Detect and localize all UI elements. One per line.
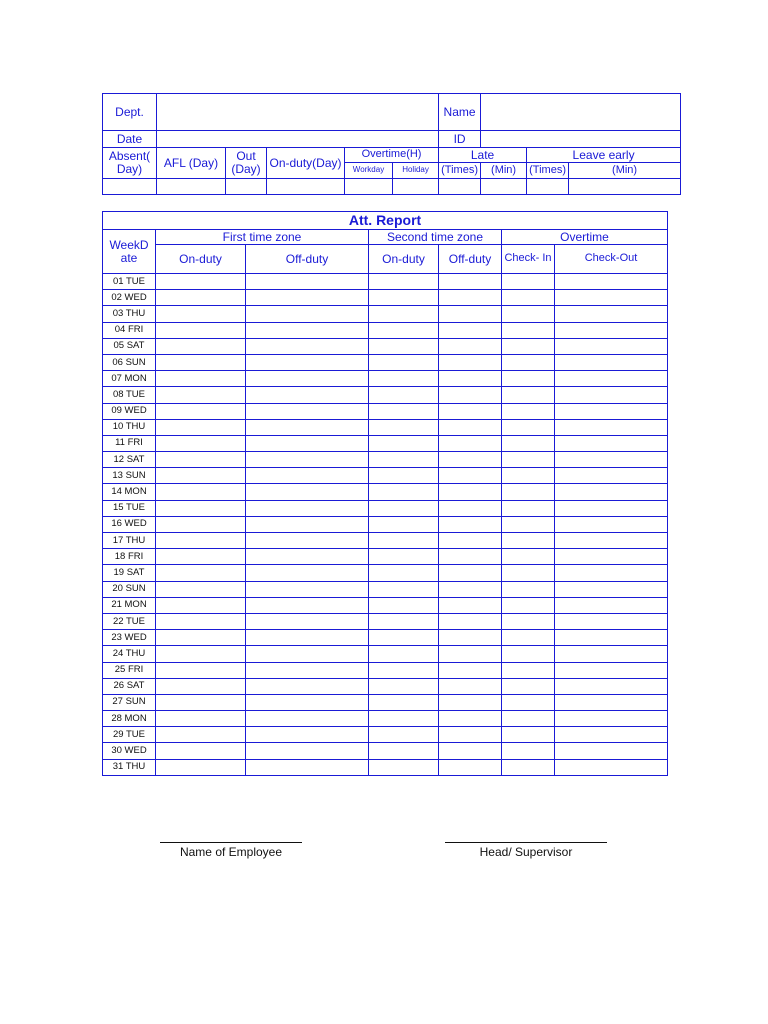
day-row — [103, 290, 668, 306]
day-row — [103, 727, 668, 743]
day-row — [103, 387, 668, 403]
second-onduty-cell[interactable] — [369, 759, 439, 775]
first-onduty-cell[interactable] — [156, 387, 246, 403]
day-row — [103, 500, 668, 516]
first-offduty-cell[interactable] — [246, 435, 369, 451]
check-in-cell[interactable] — [502, 290, 555, 306]
day-label: 17 THU — [103, 533, 156, 549]
workday-field[interactable] — [345, 179, 393, 195]
first-offduty-cell[interactable] — [246, 533, 369, 549]
second-offduty-cell[interactable] — [439, 500, 502, 516]
first-onduty-cell[interactable] — [156, 613, 246, 629]
overtime-header: Overtime — [502, 230, 668, 245]
day-label: 07 MON — [103, 371, 156, 387]
second-offduty-cell[interactable] — [439, 290, 502, 306]
first-offduty-cell[interactable] — [246, 581, 369, 597]
check-in-cell[interactable] — [502, 354, 555, 370]
employee-signature-line[interactable] — [160, 842, 302, 843]
day-label: 14 MON — [103, 484, 156, 500]
day-label: 13 SUN — [103, 468, 156, 484]
check-in-cell[interactable] — [502, 597, 555, 613]
day-label: 01 TUE — [103, 274, 156, 290]
first-offduty-cell[interactable] — [246, 322, 369, 338]
first-onduty-cell[interactable] — [156, 500, 246, 516]
id-label: ID — [439, 131, 481, 148]
check-in-cell[interactable] — [502, 419, 555, 435]
day-label: 09 WED — [103, 403, 156, 419]
day-label: 24 THU — [103, 646, 156, 662]
check-in-cell[interactable] — [502, 371, 555, 387]
day-label: 29 TUE — [103, 727, 156, 743]
attendance-report-table — [102, 211, 668, 776]
first-onduty-cell[interactable] — [156, 452, 246, 468]
first-offduty-cell[interactable] — [246, 662, 369, 678]
day-row — [103, 743, 668, 759]
check-in-cell[interactable] — [502, 500, 555, 516]
day-row — [103, 403, 668, 419]
check-out-cell[interactable] — [555, 484, 668, 500]
check-in-cell[interactable] — [502, 662, 555, 678]
second-offduty-cell[interactable] — [439, 435, 502, 451]
second-offduty-cell[interactable] — [439, 678, 502, 694]
second-offduty-cell[interactable] — [439, 306, 502, 322]
first-onduty-cell[interactable] — [156, 597, 246, 613]
date-label: Date — [103, 131, 157, 148]
first-offduty-cell[interactable] — [246, 646, 369, 662]
day-row — [103, 484, 668, 500]
late-times-field[interactable] — [439, 179, 481, 195]
second-onduty-cell[interactable] — [369, 306, 439, 322]
first-onduty-cell[interactable] — [156, 565, 246, 581]
day-row — [103, 516, 668, 532]
second-onduty-cell[interactable] — [369, 387, 439, 403]
first-onduty-cell[interactable] — [156, 306, 246, 322]
day-label: 08 TUE — [103, 387, 156, 403]
workday-label: Workday — [345, 163, 393, 179]
day-row — [103, 533, 668, 549]
second-offduty-cell[interactable] — [439, 322, 502, 338]
day-row — [103, 419, 668, 435]
first-onduty-cell[interactable] — [156, 646, 246, 662]
second-onduty-cell[interactable] — [369, 354, 439, 370]
first-onduty-cell[interactable] — [156, 322, 246, 338]
check-in-cell[interactable] — [502, 468, 555, 484]
second-onduty-cell[interactable] — [369, 694, 439, 710]
day-row — [103, 354, 668, 370]
first-onduty-cell[interactable] — [156, 484, 246, 500]
second-offduty-cell[interactable] — [439, 533, 502, 549]
first-offduty-cell[interactable] — [246, 727, 369, 743]
first-offduty-cell[interactable] — [246, 452, 369, 468]
second-offduty-cell[interactable] — [439, 419, 502, 435]
check-in-cell[interactable] — [502, 338, 555, 354]
first-onduty-cell[interactable] — [156, 678, 246, 694]
early-times-field[interactable] — [527, 179, 569, 195]
day-row — [103, 468, 668, 484]
day-label: 28 MON — [103, 711, 156, 727]
second-onduty-cell[interactable] — [369, 549, 439, 565]
first-onduty-cell[interactable] — [156, 549, 246, 565]
check-out-cell[interactable] — [555, 646, 668, 662]
out-day-field[interactable] — [226, 179, 267, 195]
check-out-cell[interactable] — [555, 468, 668, 484]
check-in-cell[interactable] — [502, 759, 555, 775]
first-offduty-cell[interactable] — [246, 306, 369, 322]
day-row — [103, 581, 668, 597]
supervisor-signature-line[interactable] — [445, 842, 607, 843]
day-label: 26 SAT — [103, 678, 156, 694]
second-offduty-cell[interactable] — [439, 387, 502, 403]
first-offduty-cell[interactable] — [246, 403, 369, 419]
second-offduty-cell[interactable] — [439, 549, 502, 565]
second-offduty-cell[interactable] — [439, 371, 502, 387]
first-onduty-cell[interactable] — [156, 290, 246, 306]
absent-day-label: Absent( Day) — [103, 148, 157, 179]
check-in-cell[interactable] — [502, 678, 555, 694]
first-offduty-cell[interactable] — [246, 354, 369, 370]
day-row — [103, 630, 668, 646]
check-out-cell[interactable] — [555, 630, 668, 646]
dept-field[interactable] — [157, 94, 439, 131]
check-in-cell[interactable] — [502, 435, 555, 451]
check-out-cell[interactable] — [555, 711, 668, 727]
holiday-label: Holiday — [393, 163, 439, 179]
day-label: 10 THU — [103, 419, 156, 435]
check-in-cell[interactable] — [502, 630, 555, 646]
second-offduty-cell[interactable] — [439, 662, 502, 678]
first-offduty-cell[interactable] — [246, 371, 369, 387]
check-out-cell[interactable] — [555, 743, 668, 759]
second-onduty-cell[interactable] — [369, 500, 439, 516]
second-offduty-cell[interactable] — [439, 646, 502, 662]
second-offduty-cell[interactable] — [439, 516, 502, 532]
second-onduty-cell[interactable] — [369, 711, 439, 727]
second-offduty-cell[interactable] — [439, 338, 502, 354]
day-row — [103, 274, 668, 290]
check-out-cell[interactable] — [555, 322, 668, 338]
second-offduty-cell[interactable] — [439, 743, 502, 759]
holiday-field[interactable] — [393, 179, 439, 195]
check-in-cell[interactable] — [502, 549, 555, 565]
second-onduty-cell[interactable] — [369, 662, 439, 678]
second-offduty-cell[interactable] — [439, 630, 502, 646]
early-min-field[interactable] — [569, 179, 681, 195]
check-out-cell[interactable] — [555, 387, 668, 403]
employee-signature — [160, 842, 302, 859]
first-offduty-cell[interactable] — [246, 597, 369, 613]
check-out-cell[interactable] — [555, 694, 668, 710]
check-in-cell[interactable] — [502, 565, 555, 581]
day-label: 18 FRI — [103, 549, 156, 565]
employee-signature-label: Name of Employee — [179, 845, 283, 859]
check-out-cell[interactable] — [555, 403, 668, 419]
report-title: Att. Report — [103, 212, 668, 230]
first-onduty-cell[interactable] — [156, 403, 246, 419]
day-label: 06 SUN — [103, 354, 156, 370]
second-onduty-cell[interactable] — [369, 403, 439, 419]
second-onduty-cell[interactable] — [369, 419, 439, 435]
check-in-cell[interactable] — [502, 727, 555, 743]
day-row — [103, 613, 668, 629]
day-row — [103, 662, 668, 678]
first-offduty-cell[interactable] — [246, 387, 369, 403]
second-offduty-cell[interactable] — [439, 581, 502, 597]
check-out-cell[interactable] — [555, 549, 668, 565]
supervisor-signature-label: Head/ Supervisor — [479, 845, 573, 859]
first-onduty-cell[interactable] — [156, 435, 246, 451]
out-day-label: Out (Day) — [226, 148, 267, 179]
first-offduty-cell[interactable] — [246, 500, 369, 516]
check-out-cell[interactable] — [555, 435, 668, 451]
check-in-header: Check- In — [502, 245, 555, 274]
leave-early-label: Leave early — [527, 148, 681, 163]
first-offduty-cell[interactable] — [246, 419, 369, 435]
first-offduty-cell[interactable] — [246, 678, 369, 694]
first-onduty-cell[interactable] — [156, 662, 246, 678]
check-out-cell[interactable] — [555, 371, 668, 387]
first-offduty-cell[interactable] — [246, 711, 369, 727]
first-offduty-cell[interactable] — [246, 549, 369, 565]
check-in-cell[interactable] — [502, 306, 555, 322]
day-row — [103, 322, 668, 338]
second-onduty-cell[interactable] — [369, 565, 439, 581]
day-label: 19 SAT — [103, 565, 156, 581]
first-onduty-cell[interactable] — [156, 533, 246, 549]
first-onduty-cell[interactable] — [156, 694, 246, 710]
day-row — [103, 371, 668, 387]
afl-day-field[interactable] — [157, 179, 226, 195]
second-offduty-cell[interactable] — [439, 759, 502, 775]
first-offduty-cell[interactable] — [246, 290, 369, 306]
check-in-cell[interactable] — [502, 613, 555, 629]
day-label: 12 SAT — [103, 452, 156, 468]
early-times-label: (Times) — [527, 163, 569, 179]
day-label: 16 WED — [103, 516, 156, 532]
second-offduty-cell[interactable] — [439, 468, 502, 484]
first-offduty-cell[interactable] — [246, 565, 369, 581]
second-offduty-cell[interactable] — [439, 727, 502, 743]
check-in-cell[interactable] — [502, 274, 555, 290]
check-in-cell[interactable] — [502, 322, 555, 338]
second-onduty-cell[interactable] — [369, 646, 439, 662]
day-label: 27 SUN — [103, 694, 156, 710]
first-offduty-cell[interactable] — [246, 613, 369, 629]
second-onduty-cell[interactable] — [369, 516, 439, 532]
second-onduty-cell[interactable] — [369, 743, 439, 759]
check-in-cell[interactable] — [502, 387, 555, 403]
late-times-label: (Times) — [439, 163, 481, 179]
day-label: 23 WED — [103, 630, 156, 646]
second-offduty-cell[interactable] — [439, 613, 502, 629]
check-out-cell[interactable] — [555, 727, 668, 743]
check-in-cell[interactable] — [502, 533, 555, 549]
day-row — [103, 338, 668, 354]
onduty-day-field[interactable] — [267, 179, 345, 195]
check-out-cell[interactable] — [555, 452, 668, 468]
check-in-cell[interactable] — [502, 484, 555, 500]
second-offduty-cell[interactable] — [439, 403, 502, 419]
first-onduty-cell[interactable] — [156, 274, 246, 290]
check-in-cell[interactable] — [502, 516, 555, 532]
check-out-cell[interactable] — [555, 500, 668, 516]
first-onduty-cell[interactable] — [156, 354, 246, 370]
first-onduty-cell[interactable] — [156, 759, 246, 775]
day-label: 11 FRI — [103, 435, 156, 451]
late-min-field[interactable] — [481, 179, 527, 195]
day-label: 25 FRI — [103, 662, 156, 678]
day-label: 03 THU — [103, 306, 156, 322]
day-label: 30 WED — [103, 743, 156, 759]
day-row — [103, 549, 668, 565]
check-out-cell[interactable] — [555, 306, 668, 322]
second-offduty-cell[interactable] — [439, 274, 502, 290]
check-out-cell[interactable] — [555, 662, 668, 678]
day-row — [103, 565, 668, 581]
check-in-cell[interactable] — [502, 711, 555, 727]
second-onduty-cell[interactable] — [369, 630, 439, 646]
first-onduty-cell[interactable] — [156, 581, 246, 597]
day-row — [103, 678, 668, 694]
name-field[interactable] — [481, 94, 681, 131]
id-field[interactable] — [481, 131, 681, 148]
day-row — [103, 711, 668, 727]
date-field[interactable] — [157, 131, 439, 148]
day-row — [103, 694, 668, 710]
name-label: Name — [439, 94, 481, 131]
check-out-cell[interactable] — [555, 678, 668, 694]
first-offduty-cell[interactable] — [246, 759, 369, 775]
absent-day-field[interactable] — [103, 179, 157, 195]
second-onduty-header: On-duty — [369, 245, 439, 274]
dept-label: Dept. — [103, 94, 157, 131]
first-offduty-cell[interactable] — [246, 338, 369, 354]
first-offduty-cell[interactable] — [246, 484, 369, 500]
onduty-day-label: On-duty(Day) — [267, 148, 345, 179]
second-onduty-cell[interactable] — [369, 484, 439, 500]
day-label: 20 SUN — [103, 581, 156, 597]
late-min-label: (Min) — [481, 163, 527, 179]
second-onduty-cell[interactable] — [369, 435, 439, 451]
check-in-cell[interactable] — [502, 646, 555, 662]
second-onduty-cell[interactable] — [369, 613, 439, 629]
first-offduty-cell[interactable] — [246, 630, 369, 646]
day-row — [103, 646, 668, 662]
second-onduty-cell[interactable] — [369, 274, 439, 290]
employee-info-table — [102, 93, 681, 195]
first-offduty-cell[interactable] — [246, 468, 369, 484]
check-in-cell[interactable] — [502, 694, 555, 710]
check-out-cell[interactable] — [555, 759, 668, 775]
second-offduty-cell[interactable] — [439, 354, 502, 370]
check-out-cell[interactable] — [555, 354, 668, 370]
first-onduty-cell[interactable] — [156, 630, 246, 646]
first-offduty-cell[interactable] — [246, 694, 369, 710]
second-onduty-cell[interactable] — [369, 727, 439, 743]
check-out-cell[interactable] — [555, 597, 668, 613]
second-onduty-cell[interactable] — [369, 597, 439, 613]
day-row — [103, 597, 668, 613]
first-onduty-cell[interactable] — [156, 419, 246, 435]
first-onduty-cell[interactable] — [156, 371, 246, 387]
second-onduty-cell[interactable] — [369, 290, 439, 306]
second-offduty-cell[interactable] — [439, 694, 502, 710]
day-row — [103, 759, 668, 775]
early-min-label: (Min) — [569, 163, 681, 179]
first-onduty-cell[interactable] — [156, 743, 246, 759]
second-onduty-cell[interactable] — [369, 338, 439, 354]
first-onduty-cell[interactable] — [156, 338, 246, 354]
first-offduty-cell[interactable] — [246, 274, 369, 290]
first-onduty-header: On-duty — [156, 245, 246, 274]
check-in-cell[interactable] — [502, 743, 555, 759]
first-onduty-cell[interactable] — [156, 516, 246, 532]
check-out-cell[interactable] — [555, 533, 668, 549]
second-onduty-cell[interactable] — [369, 468, 439, 484]
day-label: 02 WED — [103, 290, 156, 306]
second-onduty-cell[interactable] — [369, 371, 439, 387]
check-out-header: Check-Out — [555, 245, 668, 274]
check-out-cell[interactable] — [555, 516, 668, 532]
second-onduty-cell[interactable] — [369, 452, 439, 468]
first-onduty-cell[interactable] — [156, 711, 246, 727]
first-onduty-cell[interactable] — [156, 468, 246, 484]
first-time-zone-header: First time zone — [156, 230, 369, 245]
second-onduty-cell[interactable] — [369, 533, 439, 549]
day-label: 31 THU — [103, 759, 156, 775]
check-out-cell[interactable] — [555, 274, 668, 290]
check-out-cell[interactable] — [555, 419, 668, 435]
second-offduty-cell[interactable] — [439, 565, 502, 581]
check-out-cell[interactable] — [555, 613, 668, 629]
check-out-cell[interactable] — [555, 565, 668, 581]
day-label: 05 SAT — [103, 338, 156, 354]
second-offduty-header: Off-duty — [439, 245, 502, 274]
overtime-hours-label: Overtime(H) — [345, 148, 439, 163]
day-row — [103, 435, 668, 451]
second-offduty-cell[interactable] — [439, 452, 502, 468]
second-offduty-cell[interactable] — [439, 711, 502, 727]
second-onduty-cell[interactable] — [369, 581, 439, 597]
day-label: 04 FRI — [103, 322, 156, 338]
day-row — [103, 306, 668, 322]
first-offduty-cell[interactable] — [246, 743, 369, 759]
check-in-cell[interactable] — [502, 403, 555, 419]
day-label: 21 MON — [103, 597, 156, 613]
weekdate-header: WeekD ate — [103, 230, 156, 274]
second-offduty-cell[interactable] — [439, 597, 502, 613]
check-in-cell[interactable] — [502, 581, 555, 597]
second-onduty-cell[interactable] — [369, 322, 439, 338]
day-label: 22 TUE — [103, 613, 156, 629]
first-onduty-cell[interactable] — [156, 727, 246, 743]
day-label: 15 TUE — [103, 500, 156, 516]
check-in-cell[interactable] — [502, 452, 555, 468]
check-out-cell[interactable] — [555, 338, 668, 354]
check-out-cell[interactable] — [555, 290, 668, 306]
afl-day-label: AFL (Day) — [157, 148, 226, 179]
supervisor-signature — [445, 842, 607, 859]
second-time-zone-header: Second time zone — [369, 230, 502, 245]
second-onduty-cell[interactable] — [369, 678, 439, 694]
first-offduty-cell[interactable] — [246, 516, 369, 532]
first-offduty-header: Off-duty — [246, 245, 369, 274]
second-offduty-cell[interactable] — [439, 484, 502, 500]
check-out-cell[interactable] — [555, 581, 668, 597]
day-row — [103, 452, 668, 468]
late-label: Late — [439, 148, 527, 163]
